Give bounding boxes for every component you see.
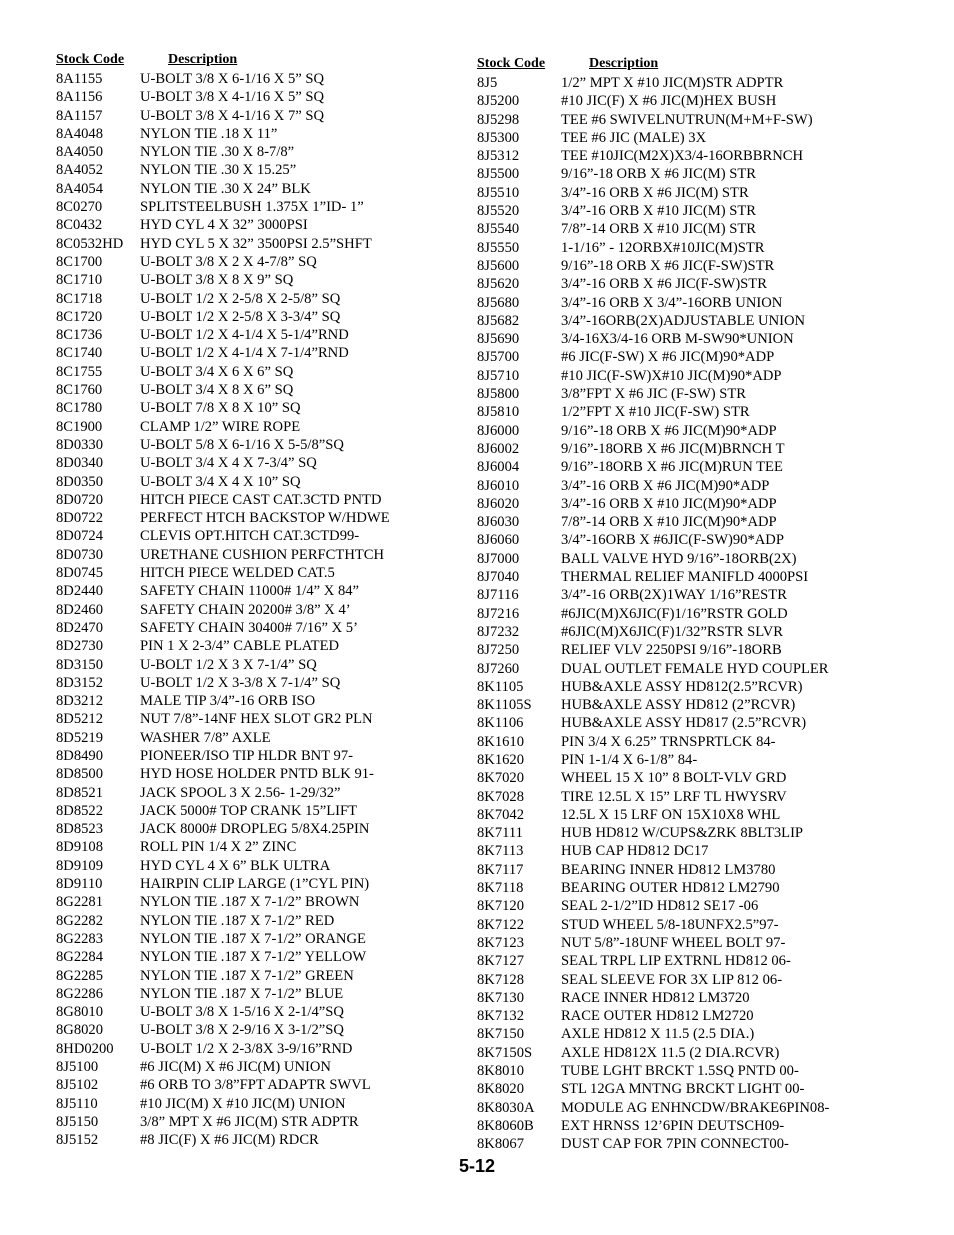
part-description: U-BOLT 5/8 X 6-1/16 X 5-5/8”SQ <box>140 436 344 453</box>
part-description: 9/16”-18 ORB X #6 JIC(F-SW)STR <box>561 257 775 274</box>
part-description: HUB&AXLE ASSY HD817 (2.5”RCVR) <box>561 715 807 732</box>
part-description: HYD CYL 5 X 32” 3500PSI 2.5”SHFT <box>140 235 372 252</box>
stock-code: 8J5690 <box>477 331 520 348</box>
part-description: NYLON TIE .187 X 7-1/2” BROWN <box>140 894 360 911</box>
part-description: PIONEER/ISO TIP HLDR BNT 97- <box>140 747 353 764</box>
stock-code: 8K7123 <box>477 934 525 951</box>
part-description: 3/8”FPT X #6 JIC (F-SW) STR <box>561 386 747 403</box>
stock-code: 8J5200 <box>477 93 520 110</box>
part-description: HUB&AXLE ASSY HD812 (2”RCVR) <box>561 697 796 714</box>
stock-code: 8A4050 <box>56 144 104 161</box>
stock-code: 8J7116 <box>477 587 519 604</box>
stock-code: 8J6002 <box>477 440 520 457</box>
part-description: 12.5L X 15 LRF ON 15X10X8 WHL <box>561 806 781 823</box>
part-description: AXLE HD812X 11.5 (2 DIA.RCVR) <box>561 1044 780 1061</box>
stock-code: 8J6000 <box>477 422 520 439</box>
part-description: U-BOLT 1/2 X 3-3/8 X 7-1/4” SQ <box>140 674 341 691</box>
stock-code: 8C0270 <box>56 199 103 216</box>
stock-code: 8D0350 <box>56 473 104 490</box>
part-description: ROLL PIN 1/4 X 2” ZINC <box>140 839 297 856</box>
part-description: #6 ORB TO 3/8”FPT ADAPTR SWVL <box>140 1077 371 1094</box>
part-description: SAFETY CHAIN 11000# 1/4” X 84” <box>140 583 360 600</box>
stock-code: 8J5110 <box>56 1095 98 1112</box>
part-description: EXT HRNSS 12’6PIN DEUTSCH09- <box>561 1117 785 1134</box>
stock-code: 8D5219 <box>56 729 104 746</box>
stock-code: 8K1610 <box>477 733 525 750</box>
part-description: 3/4”-16 ORB X #6 JIC(F-SW)STR <box>561 276 767 293</box>
stock-code: 8K7150S <box>477 1044 533 1061</box>
part-description: NYLON TIE .30 X 8-7/8” <box>140 144 295 161</box>
stock-code: 8D3212 <box>56 693 104 710</box>
stock-code: 8K8030A <box>477 1099 535 1116</box>
part-description: NYLON TIE .187 X 7-1/2” YELLOW <box>140 949 367 966</box>
stock-code: 8D2440 <box>56 583 104 600</box>
stock-code: 8D5212 <box>56 711 104 728</box>
stock-code: 8J5810 <box>477 404 520 421</box>
part-description: HUB CAP HD812 DC17 <box>561 843 709 860</box>
part-description: CLEVIS OPT.HITCH CAT.3CTD99- <box>140 528 360 545</box>
part-description: U-BOLT 1/2 X 2-5/8 X 3-3/4” SQ <box>140 308 341 325</box>
part-description: NYLON TIE .30 X 24” BLK <box>140 180 311 197</box>
stock-code: 8K1620 <box>477 751 525 768</box>
part-description: SAFETY CHAIN 20200# 3/8” X 4’ <box>140 601 351 618</box>
part-description: U-BOLT 3/8 X 2-9/16 X 3-1/2”SQ <box>140 1022 344 1039</box>
part-description: RACE OUTER HD812 LM2720 <box>561 1008 754 1025</box>
stock-code: 8J5700 <box>477 349 520 366</box>
part-description: HYD HOSE HOLDER PNTD BLK 91- <box>140 766 374 783</box>
stock-code: 8D2460 <box>56 601 104 618</box>
part-description: U-BOLT 1/2 X 4-1/4 X 7-1/4”RND <box>140 345 349 362</box>
stock-code: 8K7122 <box>477 916 525 933</box>
part-description: MALE TIP 3/4”-16 ORB ISO <box>140 693 316 710</box>
stock-code: 8D9108 <box>56 839 104 856</box>
part-description: #10 JIC(F-SW)X#10 JIC(M)90*ADP <box>561 367 782 384</box>
stock-code: 8J6060 <box>477 532 520 549</box>
stock-code: 8J5682 <box>477 312 520 329</box>
part-description: 3/4”-16ORB(2X)ADJUSTABLE UNION <box>561 312 806 329</box>
stock-code: 8C1700 <box>56 253 103 270</box>
stock-code: 8D8490 <box>56 747 104 764</box>
stock-code: 8D0745 <box>56 565 104 582</box>
stock-code: 8K1106 <box>477 715 524 732</box>
stock-code: 8J5102 <box>56 1077 99 1094</box>
part-description: U-BOLT 1/2 X 2-3/8X 3-9/16”RND <box>140 1040 353 1057</box>
part-description: TEE #6 JIC (MALE) 3X <box>561 129 707 146</box>
part-description: 3/4”-16 ORB X #10 JIC(M) STR <box>561 203 756 220</box>
stock-code: 8J5800 <box>477 386 520 403</box>
part-description: SEAL TRPL LIP EXTRNL HD812 06- <box>561 953 791 970</box>
part-description: NYLON TIE .187 X 7-1/2” GREEN <box>140 967 354 984</box>
stock-code: 8K7150 <box>477 1026 525 1043</box>
stock-code: 8C1740 <box>56 345 103 362</box>
stock-code: 8K8060B <box>477 1117 534 1134</box>
part-description: MODULE AG ENHNCDW/BRAKE6PIN08- <box>561 1099 830 1116</box>
stock-code: 8K7120 <box>477 898 525 915</box>
description-heading: Description <box>589 56 659 71</box>
part-description: 1/2” MPT X #10 JIC(M)STR ADPTR <box>561 75 784 91</box>
stock-code: 8K7020 <box>477 770 525 787</box>
stock-code: 8K7128 <box>477 971 525 988</box>
stock-code: 8D8522 <box>56 802 104 819</box>
part-description: 3/4”-16ORB X #6JIC(F-SW)90*ADP <box>561 532 784 549</box>
stock-code: 8A4052 <box>56 162 104 179</box>
stock-code: 8J6010 <box>477 477 520 494</box>
stock-code: 8K8020 <box>477 1081 525 1098</box>
stock-code: 8J7232 <box>477 623 520 640</box>
part-description: DUST CAP FOR 7PIN CONNECT00- <box>561 1136 789 1153</box>
stock-code: 8J5300 <box>477 129 520 146</box>
stock-code: 8J7260 <box>477 660 520 677</box>
stock-code: 8A1157 <box>56 107 103 124</box>
stock-code: 8J5620 <box>477 276 520 293</box>
stock-code: 8C1710 <box>56 272 103 289</box>
part-description: NYLON TIE .18 X 11” <box>140 125 278 142</box>
part-description: NYLON TIE .187 X 7-1/2” BLUE <box>140 985 344 1002</box>
stock-code: 8HD0200 <box>56 1040 114 1057</box>
stock-code: 8G8010 <box>56 1004 104 1021</box>
part-description: JACK 8000# DROPLEG 5/8X4.25PIN <box>140 821 370 838</box>
stock-code: 8C0432 <box>56 217 103 234</box>
stock-code: 8K1105S <box>477 697 532 714</box>
part-description: AXLE HD812 X 11.5 (2.5 DIA.) <box>561 1026 755 1043</box>
stock-code: 8K7132 <box>477 1008 525 1025</box>
part-description: TEE #6 SWIVELNUTRUN(M+M+F-SW) <box>561 111 813 128</box>
part-description: NYLON TIE .187 X 7-1/2” RED <box>140 912 335 929</box>
stock-code: 8J5710 <box>477 367 520 384</box>
part-description: TUBE LGHT BRCKT 1.5SQ PNTD 00- <box>561 1063 799 1080</box>
stock-code: 8J7040 <box>477 569 520 586</box>
part-description: #6 JIC(M) X #6 JIC(M) UNION <box>140 1059 331 1076</box>
stock-code: 8D9110 <box>56 876 103 893</box>
part-description: 3/4”-16 ORB X #6 JIC(M) STR <box>561 184 749 201</box>
stock-code-heading: Stock Code <box>477 56 546 71</box>
part-description: 9/16”-18 ORB X #6 JIC(M) STR <box>561 166 756 183</box>
part-description: TEE #10JIC(M2X)X3/4-16ORBBRNCH <box>561 148 804 165</box>
stock-code: 8D0330 <box>56 436 104 453</box>
part-description: SEAL SLEEVE FOR 3X LIP 812 06- <box>561 971 783 988</box>
stock-code: 8D0720 <box>56 491 104 508</box>
stock-code: 8J5540 <box>477 221 520 238</box>
stock-code: 8D3150 <box>56 656 104 673</box>
stock-code: 8D0722 <box>56 510 104 527</box>
stock-code: 8J5520 <box>477 203 520 220</box>
part-description: 3/4”-16 ORB X #6 JIC(M)90*ADP <box>561 477 770 494</box>
stock-code: 8K8010 <box>477 1063 525 1080</box>
stock-code: 8C1720 <box>56 308 103 325</box>
stock-code: 8K7117 <box>477 861 524 878</box>
stock-code: 8D0724 <box>56 528 104 545</box>
stock-code: 8K7042 <box>477 806 525 823</box>
stock-code: 8K1105 <box>477 678 524 695</box>
part-description: U-BOLT 3/4 X 4 X 10” SQ <box>140 473 301 490</box>
part-description: 3/4-16X3/4-16 ORB M-SW90*UNION <box>561 331 794 348</box>
part-description: #10 JIC(M) X #10 JIC(M) UNION <box>140 1095 346 1112</box>
stock-code: 8A1155 <box>56 71 103 87</box>
part-description: 3/4”-16 ORB X 3/4”-16ORB UNION <box>561 294 783 311</box>
part-description: BEARING OUTER HD812 LM2790 <box>561 880 780 897</box>
part-description: NYLON TIE .30 X 15.25” <box>140 162 297 179</box>
stock-code: 8A4054 <box>56 180 104 197</box>
part-description: PIN 1 X 2-3/4” CABLE PLATED <box>140 638 340 655</box>
part-description: URETHANE CUSHION PERFCTHTCH <box>140 546 385 563</box>
stock-code: 8J5 <box>477 75 498 91</box>
stock-code: 8J5312 <box>477 148 520 165</box>
part-description: U-BOLT 3/8 X 8 X 9” SQ <box>140 272 294 289</box>
stock-code: 8D8521 <box>56 784 104 801</box>
part-description: U-BOLT 3/8 X 6-1/16 X 5” SQ <box>140 71 325 87</box>
stock-code: 8J7250 <box>477 642 520 659</box>
part-description: 3/4”-16 ORB X #10 JIC(M)90*ADP <box>561 495 777 512</box>
stock-code: 8D8523 <box>56 821 104 838</box>
stock-code: 8J6004 <box>477 459 520 476</box>
part-description: HYD CYL 4 X 32” 3000PSI <box>140 217 308 234</box>
part-description: 7/8”-14 ORB X #10 JIC(M) STR <box>561 221 756 238</box>
stock-code: 8G2286 <box>56 985 104 1002</box>
part-description: HITCH PIECE CAST CAT.3CTD PNTD <box>140 491 382 508</box>
stock-code: 8K7028 <box>477 788 525 805</box>
part-description: U-BOLT 1/2 X 4-1/4 X 5-1/4”RND <box>140 327 349 344</box>
stock-code: 8A4048 <box>56 125 104 142</box>
stock-code: 8J5100 <box>56 1059 99 1076</box>
stock-code: 8G2282 <box>56 912 104 929</box>
stock-code-heading: Stock Code <box>56 52 125 67</box>
stock-code: 8C1780 <box>56 400 103 417</box>
stock-code: 8C0532HD <box>56 235 124 252</box>
part-description: U-BOLT 3/4 X 4 X 7-3/4” SQ <box>140 455 317 472</box>
part-description: THERMAL RELIEF MANIFLD 4000PSI <box>561 569 809 586</box>
part-description: NYLON TIE .187 X 7-1/2” ORANGE <box>140 930 366 947</box>
part-description: 1/2”FPT X #10 JIC(F-SW) STR <box>561 404 750 421</box>
part-description: #6JIC(M)X6JIC(F)1/32”RSTR SLVR <box>561 623 784 640</box>
part-description: 3/4”-16 ORB(2X)1WAY 1/16”RESTR <box>561 587 787 604</box>
stock-code: 8J7216 <box>477 605 520 622</box>
part-description: PIN 3/4 X 6.25” TRNSPRTLCK 84- <box>561 733 776 750</box>
part-description: HUB HD812 W/CUPS&ZRK 8BLT3LIP <box>561 825 804 842</box>
stock-code: 8G8020 <box>56 1022 104 1039</box>
stock-code: 8D9109 <box>56 857 104 874</box>
stock-code: 8C1760 <box>56 382 103 399</box>
stock-code: 8J5500 <box>477 166 520 183</box>
description-heading: Description <box>168 52 238 67</box>
stock-code: 8J7000 <box>477 550 520 567</box>
stock-code: 8G2285 <box>56 967 104 984</box>
stock-code: 8D8500 <box>56 766 104 783</box>
part-description: 9/16”-18 ORB X #6 JIC(M)90*ADP <box>561 422 777 439</box>
stock-code: 8J6030 <box>477 514 520 531</box>
part-description: U-BOLT 1/2 X 3 X 7-1/4” SQ <box>140 656 317 673</box>
part-description: U-BOLT 3/8 X 4-1/16 X 5” SQ <box>140 89 325 106</box>
part-description: NUT 7/8”-14NF HEX SLOT GR2 PLN <box>140 711 373 728</box>
stock-code: 8J6020 <box>477 495 520 512</box>
stock-code: 8K7127 <box>477 953 525 970</box>
part-description: U-BOLT 3/8 X 1-5/16 X 2-1/4”SQ <box>140 1004 344 1021</box>
part-description: PIN 1-1/4 X 6-1/8” 84- <box>561 751 698 768</box>
part-description: 3/8” MPT X #6 JIC(M) STR ADPTR <box>140 1113 359 1130</box>
part-description: U-BOLT 7/8 X 8 X 10” SQ <box>140 400 301 417</box>
part-description: NUT 5/8”-18UNF WHEEL BOLT 97- <box>561 934 786 951</box>
stock-code: 8J5550 <box>477 239 520 256</box>
stock-code: 8G2284 <box>56 949 104 966</box>
part-description: SEAL 2-1/2”ID HD812 SE17 -06 <box>561 898 759 915</box>
part-description: #6JIC(M)X6JIC(F)1/16”RSTR GOLD <box>561 605 788 622</box>
stock-code: 8C1736 <box>56 327 103 344</box>
part-description: 9/16”-18ORB X #6 JIC(M)BRNCH T <box>561 440 785 457</box>
part-description: RACE INNER HD812 LM3720 <box>561 989 750 1006</box>
part-description: WHEEL 15 X 10” 8 BOLT-VLV GRD <box>561 770 787 787</box>
part-description: HYD CYL 4 X 6” BLK ULTRA <box>140 857 331 874</box>
part-description: BEARING INNER HD812 LM3780 <box>561 861 776 878</box>
stock-code: 8C1755 <box>56 363 103 380</box>
stock-code: 8K8067 <box>477 1136 525 1153</box>
part-description: DUAL OUTLET FEMALE HYD COUPLER <box>561 660 829 677</box>
part-description: PERFECT HTCH BACKSTOP W/HDWE <box>140 510 390 527</box>
stock-code: 8D2470 <box>56 619 104 636</box>
stock-code: 8D0340 <box>56 455 104 472</box>
part-description: HITCH PIECE WELDED CAT.5 <box>140 565 335 582</box>
part-description: HUB&AXLE ASSY HD812(2.5”RCVR) <box>561 678 803 695</box>
stock-code: 8J5150 <box>56 1113 99 1130</box>
part-description: 9/16”-18ORB X #6 JIC(M)RUN TEE <box>561 459 783 476</box>
stock-code: 8C1900 <box>56 418 103 435</box>
part-description: #8 JIC(F) X #6 JIC(M) RDCR <box>140 1132 319 1149</box>
stock-code: 8D2730 <box>56 638 104 655</box>
stock-code: 8C1718 <box>56 290 103 307</box>
stock-code: 8K7118 <box>477 880 524 897</box>
stock-code: 8J5152 <box>56 1132 99 1149</box>
stock-code: 8K7130 <box>477 989 525 1006</box>
part-description: JACK 5000# TOP CRANK 15”LIFT <box>140 802 358 819</box>
stock-code: 8D3152 <box>56 674 104 691</box>
stock-code: 8J5298 <box>477 111 520 128</box>
part-description: SPLITSTEELBUSH 1.375X 1”ID- 1” <box>140 199 364 216</box>
part-description: CLAMP 1/2” WIRE ROPE <box>140 418 301 435</box>
part-description: 1-1/16” - 12ORBX#10JIC(M)STR <box>561 239 765 256</box>
stock-code: 8J5680 <box>477 294 520 311</box>
stock-code: 8J5600 <box>477 257 520 274</box>
stock-code: 8K7113 <box>477 843 524 860</box>
stock-code: 8G2283 <box>56 930 104 947</box>
part-description: HAIRPIN CLIP LARGE (1”CYL PIN) <box>140 876 370 893</box>
stock-code: 8G2281 <box>56 894 104 911</box>
part-description: STUD WHEEL 5/8-18UNFX2.5”97- <box>561 916 779 933</box>
part-description: U-BOLT 3/4 X 8 X 6” SQ <box>140 382 294 399</box>
part-description: #10 JIC(F) X #6 JIC(M)HEX BUSH <box>561 93 777 110</box>
part-description: U-BOLT 3/4 X 6 X 6” SQ <box>140 363 294 380</box>
part-description: RELIEF VLV 2250PSI 9/16”-18ORB <box>561 642 782 659</box>
part-description: TIRE 12.5L X 15” LRF TL HWYSRV <box>561 788 787 805</box>
part-description: U-BOLT 3/8 X 4-1/16 X 7” SQ <box>140 107 325 124</box>
page-number: 5-12 <box>458 1156 496 1176</box>
stock-code: 8J5510 <box>477 184 520 201</box>
part-description: U-BOLT 1/2 X 2-5/8 X 2-5/8” SQ <box>140 290 341 307</box>
part-description: BALL VALVE HYD 9/16”-18ORB(2X) <box>561 550 797 567</box>
stock-code: 8D0730 <box>56 546 104 563</box>
part-description: STL 12GA MNTNG BRCKT LIGHT 00- <box>561 1081 805 1098</box>
part-description: JACK SPOOL 3 X 2.56- 1-29/32” <box>140 784 341 801</box>
part-description: WASHER 7/8” AXLE <box>140 729 271 746</box>
part-description: #6 JIC(F-SW) X #6 JIC(M)90*ADP <box>561 349 775 366</box>
part-description: 7/8”-14 ORB X #10 JIC(M)90*ADP <box>561 514 777 531</box>
part-description: SAFETY CHAIN 30400# 7/16” X 5’ <box>140 619 358 636</box>
stock-code: 8A1156 <box>56 89 103 106</box>
part-description: U-BOLT 3/8 X 2 X 4-7/8” SQ <box>140 253 317 270</box>
stock-code: 8K7111 <box>477 825 523 842</box>
